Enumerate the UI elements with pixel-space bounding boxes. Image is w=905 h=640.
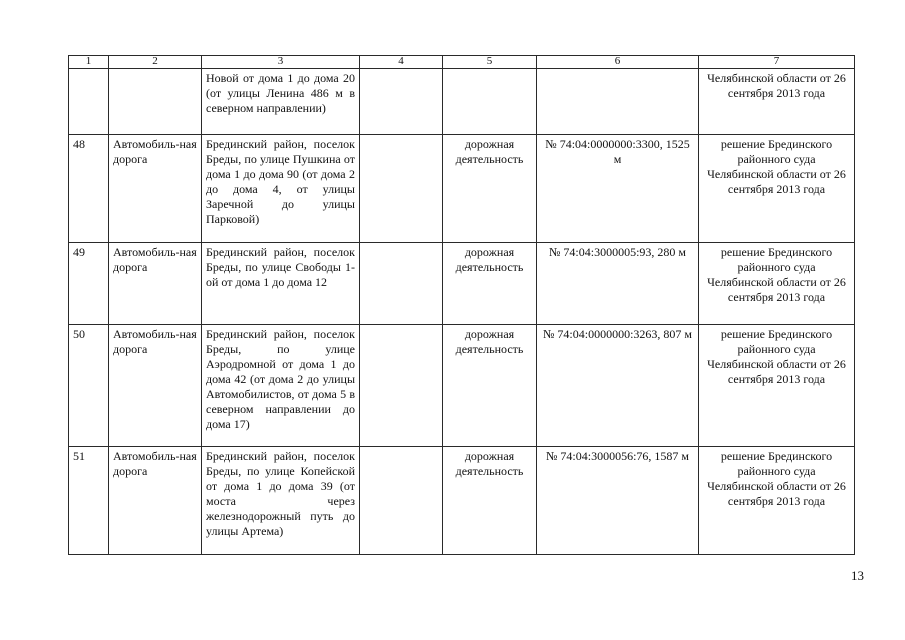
row-number-cell: 50 (69, 325, 109, 447)
purpose-cell: дорожная деятельность (443, 243, 537, 325)
empty-cell (360, 447, 443, 555)
column-number: 5 (443, 56, 537, 69)
basis-cell: решение Брединского районного суда Челябинской области от 26 сентября 2013 года (699, 447, 855, 555)
address-cell: Брединский район, поселок Бреды, по улице Аэродромной от дома 1 до дома 42 (от дома 2 до улицы Автомобилистов, от дома 5 в северном направлении до дома 17) (202, 325, 360, 447)
basis-cell: решение Брединского районного суда Челябинской области от 26 сентября 2013 года (699, 243, 855, 325)
property-table (68, 55, 855, 555)
table-row (69, 325, 855, 447)
column-number: 2 (109, 56, 202, 69)
object-type-cell: Автомобиль-ная дорога (109, 243, 202, 325)
object-type-cell: Автомобиль-ная дорога (109, 325, 202, 447)
column-number-row (69, 56, 855, 69)
row-number-cell (69, 69, 109, 135)
empty-cell (360, 135, 443, 243)
address-cell: Брединский район, поселок Бреды, по улице Свободы 1-ой от дома 1 до дома 12 (202, 243, 360, 325)
cadastre-cell: № 74:04:3000005:93, 280 м (537, 243, 699, 325)
purpose-cell: дорожная деятельность (443, 447, 537, 555)
column-number: 1 (69, 56, 109, 69)
empty-cell (360, 69, 443, 135)
column-number: 7 (699, 56, 855, 69)
table-row (69, 447, 855, 555)
cadastre-cell (537, 69, 699, 135)
table-row (69, 135, 855, 243)
column-number: 6 (537, 56, 699, 69)
row-number-cell: 48 (69, 135, 109, 243)
cadastre-cell: № 74:04:0000000:3300, 1525 м (537, 135, 699, 243)
basis-cell: решение Брединского районного суда Челябинской области от 26 сентября 2013 года (699, 325, 855, 447)
row-number-cell: 49 (69, 243, 109, 325)
address-cell: Брединский район, поселок Бреды, по улице Пушкина от дома 1 до дома 90 (от дома 2 до дома 4, от улицы Заречной до улицы Парковой) (202, 135, 360, 243)
empty-cell (360, 243, 443, 325)
column-number: 4 (360, 56, 443, 69)
purpose-cell: дорожная деятельность (443, 135, 537, 243)
basis-cell: решение Брединского районного суда Челябинской области от 26 сентября 2013 года (699, 135, 855, 243)
object-type-cell (109, 69, 202, 135)
purpose-cell: дорожная деятельность (443, 325, 537, 447)
cadastre-cell: № 74:04:0000000:3263, 807 м (537, 325, 699, 447)
row-number-cell: 51 (69, 447, 109, 555)
purpose-cell (443, 69, 537, 135)
basis-cell: Челябинской области от 26 сентября 2013 года (699, 69, 855, 135)
address-cell: Новой от дома 1 до дома 20 (от улицы Ленина 486 м в северном направлении) (202, 69, 360, 135)
continuation-row (69, 69, 855, 135)
object-type-cell: Автомобиль-ная дорога (109, 447, 202, 555)
column-number: 3 (202, 56, 360, 69)
empty-cell (360, 325, 443, 447)
address-cell: Брединский район, поселок Бреды, по улице Копейской от дома 1 до дома 39 (от моста через железнодорожный путь до улицы Артема) (202, 447, 360, 555)
object-type-cell: Автомобиль-ная дорога (109, 135, 202, 243)
page-number: 13 (851, 568, 864, 583)
cadastre-cell: № 74:04:3000056:76, 1587 м (537, 447, 699, 555)
table-row (69, 243, 855, 325)
